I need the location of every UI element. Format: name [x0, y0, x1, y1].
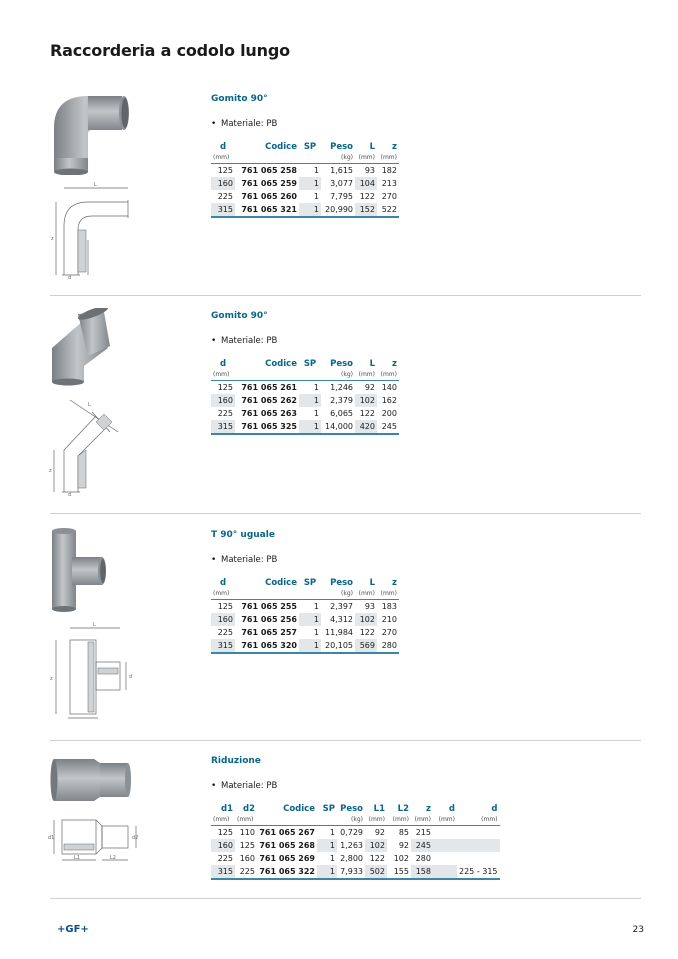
material-line [211, 780, 500, 792]
elbow-45-content [211, 310, 399, 435]
bullet-icon: • [211, 336, 217, 346]
table-cell [433, 839, 457, 852]
table-cell: 93 [364, 602, 375, 611]
table-cell: 92 [364, 383, 375, 392]
product-title: Riduzione [211, 756, 261, 766]
table-cell: 102 [393, 854, 409, 863]
table-cell: 20,105 [321, 639, 355, 653]
table-cell [433, 865, 457, 879]
table-row [211, 177, 399, 190]
table-header-row [211, 577, 399, 589]
table-cell: 315 [211, 639, 235, 653]
table-row [211, 407, 399, 420]
product-title: Gomito 90° [211, 94, 268, 104]
table-cell: 122 [359, 409, 375, 418]
column-header: SP [303, 359, 317, 369]
table-cell: 160 [211, 394, 235, 407]
table-cell: 245 [377, 420, 399, 434]
unit-cell: (mm) [411, 815, 433, 826]
table-header-row [211, 358, 399, 370]
unit-cell: (mm) [387, 815, 411, 826]
column-header: L1 [373, 804, 385, 814]
column-header: z [426, 804, 431, 814]
table-cell: 14,000 [321, 420, 355, 434]
table-unit-row [211, 815, 500, 826]
material-text: Materiale: PB [221, 336, 278, 346]
unit-cell [299, 589, 321, 600]
table-cell: 213 [381, 179, 397, 188]
unit-cell: (kg) [321, 370, 355, 381]
section-divider [50, 513, 641, 514]
table-cell: 92 [374, 828, 385, 837]
drawing-label: L [88, 402, 91, 408]
table-cell: 225 [217, 409, 233, 418]
table-cell [457, 839, 500, 852]
elbow-90-technical-drawing [48, 180, 143, 280]
table-cell: 160 [211, 177, 235, 190]
column-header: SP [322, 804, 335, 814]
table-cell: 162 [381, 396, 397, 405]
table-cell: 102 [355, 394, 377, 407]
table-cell: 225 [217, 192, 233, 201]
table-cell: 2,800 [340, 854, 363, 863]
table-cell: 155 [387, 865, 411, 879]
unit-cell [299, 153, 321, 164]
column-header: d [219, 359, 227, 369]
section-divider [50, 898, 641, 899]
table-cell: 104 [355, 177, 377, 190]
unit-cell: (mm) [235, 815, 257, 826]
table-cell: 761 065 258 [241, 166, 297, 175]
column-header: d [448, 804, 455, 814]
table-cell: 1 [313, 602, 319, 611]
table-cell: 1 [313, 166, 319, 175]
bullet-icon: • [211, 119, 217, 129]
drawing-label: d [68, 275, 72, 280]
column-header: L [369, 359, 375, 369]
table-cell: 152 [355, 203, 377, 217]
drawing-label: d [68, 492, 72, 497]
table-unit-row [211, 370, 399, 381]
table-cell: 1 [313, 409, 319, 418]
table-cell: 122 [359, 192, 375, 201]
table-cell: 761 065 256 [241, 615, 297, 624]
table-cell: 225 [217, 854, 233, 863]
unit-cell: (mm) [355, 153, 377, 164]
table-cell: 1 [317, 865, 337, 879]
table-row [211, 852, 500, 865]
unit-cell: (mm) [433, 815, 457, 826]
elbow-45-technical-drawing [48, 392, 138, 497]
table-cell: 160 [239, 854, 255, 863]
table-cell: 0,729 [340, 828, 363, 837]
table-cell: 1 [317, 839, 337, 852]
table-cell: 125 [217, 602, 233, 611]
table-cell: 1 [299, 420, 321, 434]
table-cell: 761 065 257 [241, 628, 297, 637]
table-cell: 1,246 [330, 383, 353, 392]
table-cell: 761 065 260 [241, 192, 297, 201]
gf-logo: +GF+ [57, 924, 89, 935]
unit-cell: (mm) [457, 815, 500, 826]
table-cell: 761 065 321 [235, 203, 299, 217]
drawing-label: d [129, 674, 133, 680]
table-cell: 7,933 [337, 865, 365, 879]
spec-table [211, 358, 399, 435]
table-row [211, 164, 399, 178]
table-cell: 1 [313, 628, 319, 637]
reducer-content [211, 755, 500, 880]
table-cell [457, 852, 500, 865]
table-cell: 761 065 269 [259, 854, 315, 863]
material-line [211, 118, 399, 130]
column-header: Peso [330, 578, 353, 588]
column-header: L [369, 578, 375, 588]
table-cell: 761 065 322 [257, 865, 317, 879]
table-cell: 315 [211, 865, 235, 879]
table-header-row [211, 803, 500, 815]
table-cell: 225 [217, 628, 233, 637]
column-header: SP [303, 578, 317, 588]
table-cell: 1 [329, 828, 335, 837]
unit-cell [299, 370, 321, 381]
reducer-technical-drawing [48, 812, 143, 862]
table-cell: 122 [369, 854, 385, 863]
product-title: Gomito 90° [211, 311, 268, 321]
table-row [211, 381, 399, 395]
unit-cell: (kg) [321, 153, 355, 164]
table-cell: 102 [355, 613, 377, 626]
table-cell: 92 [398, 841, 409, 850]
column-header: Codice [265, 142, 297, 152]
table-cell: 122 [359, 628, 375, 637]
table-cell: 315 [211, 203, 235, 217]
column-header: d1 [221, 804, 233, 814]
table-cell [433, 826, 457, 840]
table-cell: 158 [411, 865, 433, 879]
column-header: Peso [330, 359, 353, 369]
table-cell: 6,065 [330, 409, 353, 418]
drawing-label: L [94, 182, 97, 188]
unit-cell: (mm) [355, 589, 377, 600]
unit-cell [235, 589, 299, 600]
table-row [211, 839, 500, 852]
table-cell: 160 [211, 613, 235, 626]
table-cell: 761 065 320 [235, 639, 299, 653]
table-cell: 761 065 255 [241, 602, 297, 611]
material-text: Materiale: PB [221, 119, 278, 129]
table-cell: 125 [239, 841, 255, 850]
column-header: z [392, 359, 397, 369]
table-cell: 3,077 [330, 179, 353, 188]
table-cell: 200 [381, 409, 397, 418]
drawing-label: L1 [74, 855, 80, 861]
material-text: Materiale: PB [221, 555, 278, 565]
table-cell: 522 [377, 203, 399, 217]
unit-cell: (mm) [377, 370, 399, 381]
table-cell: 110 [239, 828, 255, 837]
material-line [211, 554, 399, 566]
table-row [211, 626, 399, 639]
table-row [211, 203, 399, 217]
elbow-90-content [211, 93, 399, 218]
table-cell: 761 065 267 [259, 828, 315, 837]
table-cell: 20,990 [321, 203, 355, 217]
table-row [211, 639, 399, 653]
table-row [211, 600, 399, 614]
column-header: Codice [283, 804, 315, 814]
table-row [211, 190, 399, 203]
table-cell: 1 [299, 639, 321, 653]
column-header: Peso [340, 804, 363, 814]
unit-cell: (mm) [211, 153, 235, 164]
table-cell: 315 [211, 420, 235, 434]
drawing-label: z [50, 676, 53, 682]
table-cell: 420 [355, 420, 377, 434]
unit-cell: (kg) [337, 815, 365, 826]
unit-cell: (mm) [211, 589, 235, 600]
table-cell: 183 [381, 602, 397, 611]
unit-cell: (mm) [211, 815, 235, 826]
table-header-row [211, 141, 399, 153]
table-cell: 215 [415, 828, 431, 837]
table-cell: 280 [415, 854, 431, 863]
table-cell: 1,615 [330, 166, 353, 175]
table-cell: 93 [364, 166, 375, 175]
table-cell: 569 [355, 639, 377, 653]
unit-cell [257, 815, 317, 826]
table-cell: 1 [299, 177, 321, 190]
unit-cell: (mm) [365, 815, 387, 826]
table-cell [433, 852, 457, 865]
table-cell: 270 [381, 192, 397, 201]
drawing-label: z [49, 468, 52, 474]
spec-table [211, 803, 500, 880]
table-cell: 125 [217, 383, 233, 392]
tee-90-photo [48, 527, 138, 612]
unit-cell: (mm) [377, 589, 399, 600]
table-cell: 1 [329, 854, 335, 863]
elbow-45-photo [48, 308, 138, 388]
page-number: 23 [632, 925, 644, 935]
bullet-icon: • [211, 781, 217, 791]
table-cell: 210 [381, 615, 397, 624]
column-header: d [491, 804, 498, 814]
table-cell: 7,795 [330, 192, 353, 201]
table-cell: 761 065 325 [235, 420, 299, 434]
section-divider [50, 740, 641, 741]
table-cell: 1 [313, 383, 319, 392]
table-cell: 225 - 315 [457, 865, 500, 879]
column-header: SP [303, 142, 317, 152]
column-header: z [392, 578, 397, 588]
table-cell: 125 [217, 166, 233, 175]
table-row [211, 420, 399, 434]
drawing-label: L [93, 622, 96, 628]
unit-cell: (mm) [211, 370, 235, 381]
drawing-label: z [51, 236, 54, 242]
table-row [211, 826, 500, 840]
unit-cell [235, 153, 299, 164]
column-header: d [219, 578, 227, 588]
table-cell: 761 065 261 [241, 383, 297, 392]
column-header: Peso [330, 142, 353, 152]
table-cell: 1,263 [340, 841, 363, 850]
table-cell: 761 065 263 [241, 409, 297, 418]
table-cell: 1 [313, 192, 319, 201]
section-divider [50, 295, 641, 296]
table-cell: 160 [211, 839, 235, 852]
table-cell: 102 [365, 839, 387, 852]
column-header: L2 [397, 804, 409, 814]
table-cell: 2,397 [330, 602, 353, 611]
material-line [211, 335, 399, 347]
table-cell: 761 065 259 [241, 179, 297, 188]
table-cell: 140 [381, 383, 397, 392]
table-cell: 280 [377, 639, 399, 653]
spec-table [211, 577, 399, 654]
table-cell: 11,984 [325, 628, 353, 637]
unit-cell [235, 370, 299, 381]
table-cell: 761 065 262 [241, 396, 297, 405]
unit-cell: (mm) [355, 370, 377, 381]
page-title: Raccorderia a codolo lungo [50, 41, 290, 60]
column-header: z [392, 142, 397, 152]
reducer-photo [48, 755, 138, 805]
column-header: d2 [243, 804, 255, 814]
unit-cell: (kg) [321, 589, 355, 600]
table-cell: 4,312 [330, 615, 353, 624]
table-cell: 245 [411, 839, 433, 852]
drawing-label: d2 [132, 835, 139, 841]
table-cell: 225 [235, 865, 257, 879]
bullet-icon: • [211, 555, 217, 565]
tee-90-technical-drawing [48, 620, 143, 720]
table-row [211, 865, 500, 879]
spec-table [211, 141, 399, 218]
table-cell: 270 [381, 628, 397, 637]
table-cell [457, 826, 500, 840]
drawing-label: d1 [48, 835, 55, 841]
unit-cell [317, 815, 337, 826]
elbow-90-photo [48, 90, 138, 175]
table-cell: 125 [217, 828, 233, 837]
material-text: Materiale: PB [221, 781, 278, 791]
table-unit-row [211, 589, 399, 600]
column-header: Codice [265, 359, 297, 369]
table-cell: 1 [299, 394, 321, 407]
tee-90-content [211, 529, 399, 654]
unit-cell: (mm) [377, 153, 399, 164]
table-cell: 2,379 [330, 396, 353, 405]
table-cell: 85 [398, 828, 409, 837]
table-cell: 761 065 268 [259, 841, 315, 850]
table-cell: 502 [365, 865, 387, 879]
column-header: L [369, 142, 375, 152]
product-title: T 90° uguale [211, 530, 275, 540]
drawing-label: L2 [110, 855, 116, 861]
table-unit-row [211, 153, 399, 164]
table-cell: 182 [381, 166, 397, 175]
column-header: Codice [265, 578, 297, 588]
column-header: d [219, 142, 227, 152]
table-row [211, 613, 399, 626]
table-cell: 1 [299, 613, 321, 626]
table-row [211, 394, 399, 407]
table-cell: 1 [299, 203, 321, 217]
